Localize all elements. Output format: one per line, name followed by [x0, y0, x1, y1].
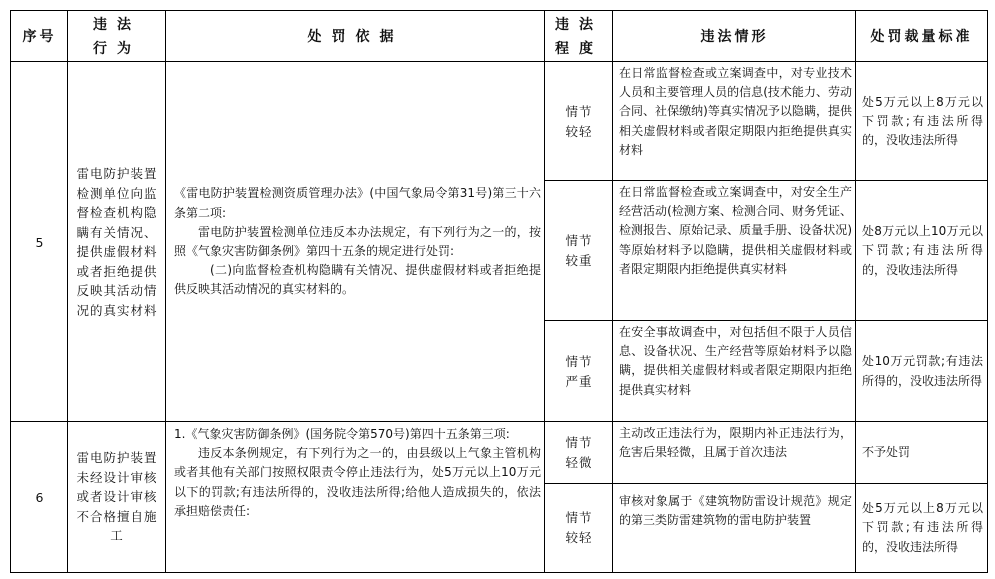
row6-basis-para-1: 1.《气象灾害防御条例》(国务院令第570号)第四十五条第三项:	[174, 427, 510, 441]
grid-line-v3	[544, 10, 545, 573]
row5-standard-3: 处10万元罚款;有违法所得的，没收违法所得	[862, 354, 983, 388]
row5-degree-1: 情节 较轻	[565, 103, 593, 139]
grid-line-v4	[612, 10, 613, 573]
header-behavior: 违法 行为	[93, 16, 141, 57]
row5-behavior: 雷电防护装置检测单位向监督检查机构隐瞒有关情况、提供虚假材料或者拒绝提供反映其活动情况的真实材料	[76, 166, 158, 318]
row6-circumstance-2: 审核对象属于《建筑物防雷设计规范》规定的第三类防雷建筑物的雷电防护装置	[619, 494, 852, 528]
row5-degree-3: 情节 严重	[565, 353, 593, 389]
grid-line-v1	[67, 10, 68, 573]
row5-standard-2: 处8万元以上10万元以下罚款;有违法所得的，没收违法所得	[862, 224, 983, 277]
grid-line-row5-bottom	[10, 421, 988, 422]
row6-degree-2: 情节 较轻	[565, 510, 593, 545]
grid-line-v2	[165, 10, 166, 573]
header-degree: 违法 程度	[555, 16, 603, 57]
row5-basis	[166, 62, 545, 422]
grid-line-v5	[855, 10, 856, 573]
row6-circumstance-1: 主动改正违法行为，限期内补正违法行为，危害后果轻微，且属于首次违法	[619, 426, 852, 460]
row6-basis-para-2: 违反本条例规定，有下列行为之一的，由县级以上气象主管机构或者其他有关部门按照权限责令停止违法行为，处5万元以上10万元以下的罚款;有违法所得的，没收违法所得;给他人造成损失的，依法承担赔偿责任:	[174, 446, 541, 518]
row6-degree-1: 情节 轻微	[565, 435, 593, 470]
grid-line-v6	[987, 10, 988, 573]
row6-standard-1: 不予处罚	[862, 445, 911, 460]
header-standard: 处罚裁量标准	[870, 28, 973, 45]
row5-circumstance-3: 在安全事故调查中，对包括但不限于人员信息、设备状况、生产经营等原始材料予以隐瞒，提供相关虚假材料或者限定期限内拒绝提供真实材料	[619, 325, 852, 397]
grid-line-top	[10, 10, 988, 11]
row5-basis-para-3: (二)向监督检查机构隐瞒有关情况、提供虚假材料或者拒绝提供反映其活动情况的真实材料的。	[174, 263, 541, 297]
header-basis: 处罚依据	[307, 28, 404, 45]
row6-standard-2: 处5万元以上8万元以下罚款;有违法所得的，没收违法所得	[862, 501, 983, 554]
row5-degree-2: 情节 较重	[565, 233, 593, 268]
header-no: 序号	[22, 28, 57, 45]
row6-basis	[166, 422, 545, 572]
row5-no: 5	[35, 234, 44, 250]
row5-circumstance-2: 在日常监督检查或立案调查中，对安全生产经营活动(检测方案、检测合同、财务凭证、检测报告、原始记录、质量手册、设备状况)等原始材料予以隐瞒，提供相关虚假材料或者限定期限内拒绝提供真实材料	[619, 185, 852, 276]
header-circumstance: 违法情形	[700, 28, 769, 45]
grid-line-header-bottom	[10, 61, 988, 62]
row5-basis-para-1: 《雷电防护装置检测资质管理办法》(中国气象局令第31号)第三十六条第二项:	[174, 186, 541, 220]
grid-line-v0	[10, 10, 11, 573]
row5-standard-1: 处5万元以上8万元以下罚款;有违法所得的，没收违法所得	[862, 94, 983, 148]
row5-circumstance-1: 在日常监督检查或立案调查中，对专业技术人员和主要管理人员的信息(技术能力、劳动合同、社保缴纳)等真实情况予以隐瞒，提供相关虚假材料或者限定期限内拒绝提供真实材料	[619, 66, 852, 157]
row6-no: 6	[35, 489, 44, 505]
row6-behavior: 雷电防护装置未经设计审核或者设计审核不合格擅自施工	[76, 450, 158, 544]
row5-basis-para-2: 雷电防护装置检测单位违反本办法规定，有下列行为之一的，按照《气象灾害防御条例》第四十五条的规定进行处罚:	[174, 224, 541, 258]
grid-line-bottom	[10, 572, 988, 573]
